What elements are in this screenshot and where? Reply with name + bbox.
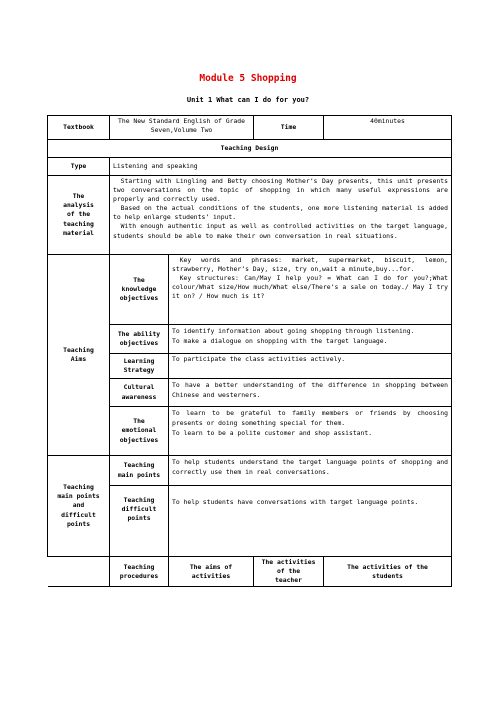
type-row xyxy=(48,158,452,176)
main-points-text: To help students understand the target language points of shopping and correctly use them in real conversations. xyxy=(169,456,452,486)
knowledge-label: The knowledge objectives xyxy=(110,255,169,325)
textbook-row xyxy=(48,116,452,140)
teaching-design-heading: Teaching Design xyxy=(48,140,452,158)
lesson-plan-table xyxy=(47,115,452,587)
type-label: Type xyxy=(48,158,110,176)
procedures-col-students: The activities of the students xyxy=(324,557,452,587)
emotional-text-1: To learn to be grateful to family members or friends by choosing presents or doing something special for them. xyxy=(172,409,448,427)
procedures-col-blank xyxy=(48,557,110,587)
analysis-label: The analysis of the teaching material xyxy=(48,176,110,255)
strategy-label: Learning Strategy xyxy=(110,354,169,379)
analysis-paragraph-3: With enough authentic input as well as controlled activities on the target language, students should be able to make their own conversation in real situations. xyxy=(113,222,448,240)
teaching-design-row xyxy=(48,140,452,158)
analysis-paragraph-1: Starting with Lingling and Betty choosing Mother’s Day presents, this unit presents two conversations on the topic of shopping in which many useful expressions are properly and correctly used. xyxy=(113,177,448,204)
teaching-aims-label: Teaching Aims xyxy=(48,255,110,456)
analysis-paragraph-2: Based on the actual conditions of the students, one more listening material is added to help enlarge students’ input. xyxy=(113,204,448,222)
textbook-value: The New Standard English of Grade Seven,Volume Two xyxy=(110,116,254,140)
main-points-row xyxy=(48,456,452,486)
time-value: 40minutes xyxy=(324,116,452,140)
knowledge-row xyxy=(48,255,452,325)
document-title: Module 5 Shopping xyxy=(199,73,297,84)
procedures-col-teacher: The activities of the teacher xyxy=(254,557,324,587)
emotional-label: The emotional objectives xyxy=(110,407,169,456)
type-value: Listening and speaking xyxy=(110,158,452,176)
strategy-text: To participate the class activities actively. xyxy=(169,354,452,379)
textbook-label: Textbook xyxy=(48,116,110,140)
emotional-text xyxy=(169,407,452,456)
knowledge-text xyxy=(169,255,452,325)
knowledge-structures: Key structures: Can/May I help you? = What can I do for you?;What colour/What size/How much/What else/There’s a sale on today./ May I try it on? / How much is it? xyxy=(172,274,448,301)
main-points-label: Teaching main points xyxy=(110,456,169,486)
difficult-points-label: Teaching difficult points xyxy=(110,486,169,557)
analysis-text xyxy=(110,176,452,255)
ability-label: The ability objectives xyxy=(110,325,169,354)
procedures-header-row xyxy=(48,557,452,587)
document-subtitle: Unit 1 What can I do for you? xyxy=(186,96,310,104)
knowledge-words: Key words and phrases: market, supermarket, biscuit, lemon, strawberry, Mother’s Day, size, try on,wait a minute,buy...for. xyxy=(172,256,448,274)
ability-text: To identify information about going shopping through listening. To make a dialogue on shopping with the target language. xyxy=(169,325,452,354)
analysis-row xyxy=(48,176,452,255)
time-label: Time xyxy=(254,116,324,140)
points-label: Teaching main points and difficult points xyxy=(48,456,110,557)
difficult-points-text: To help students have conversations with target language points. xyxy=(169,486,452,557)
emotional-text-2: To learn to be a polite customer and shop assistant. xyxy=(172,429,373,437)
cultural-label: Cultural awareness xyxy=(110,379,169,407)
procedures-col-aims: The aims of activities xyxy=(169,557,254,587)
procedures-col-procedures: Teaching procedures xyxy=(110,557,169,587)
cultural-text: To have a better understanding of the difference in shopping between Chinese and westerners. xyxy=(169,379,452,407)
